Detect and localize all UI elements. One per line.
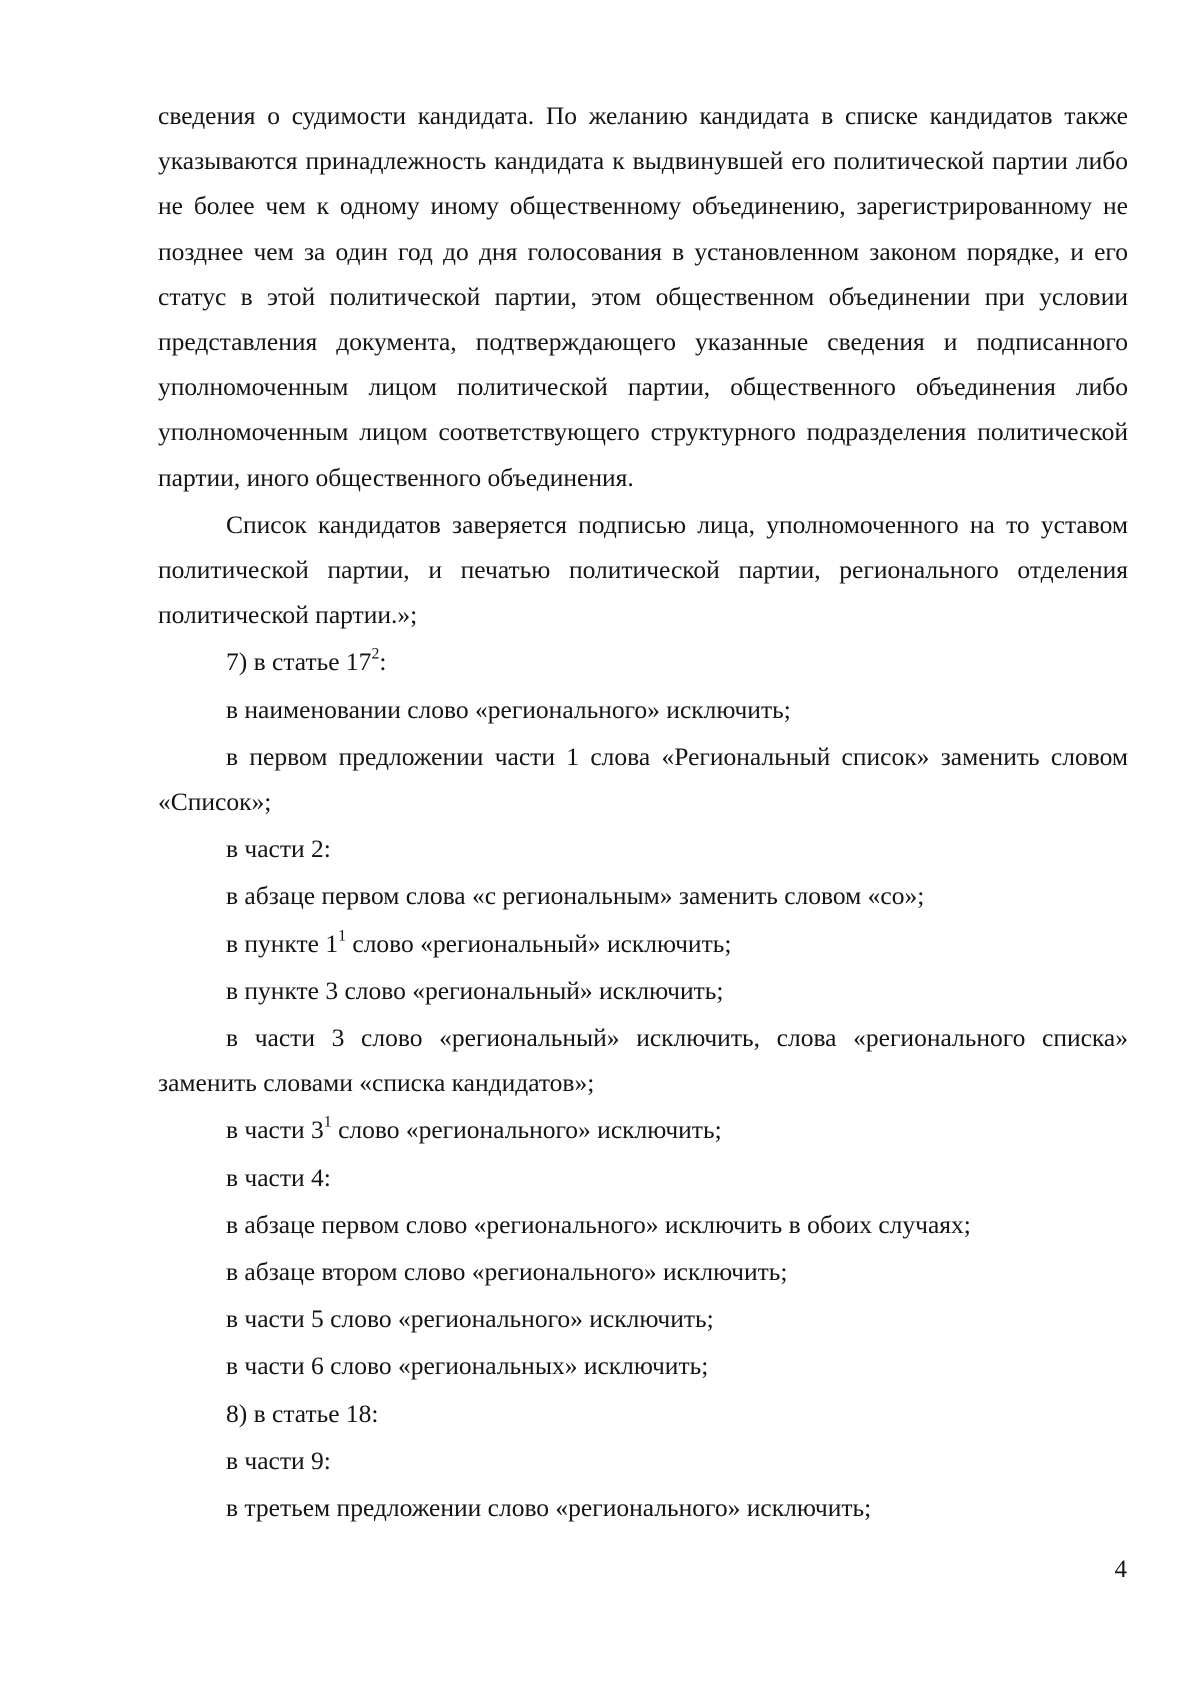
amendment-line: в части 5 слово «регионального» исключить; bbox=[226, 1304, 714, 1334]
paragraph-candidate-info: сведения о судимости кандидата. По желанию кандидата в списке кандидатов также указываются принадлежность кандидата к выдвинувшей его политической партии либо не более чем к одному иному общественному объединению, зарегистрированному не позднее чем за один год до дня голосования в установленном законом порядке, и его статус в этой политической партии, этом общественном объединении при условии представления документа, подтверждающего указанные сведения и подписанного уполномоченным лицом политической партии, общественного объединения либо уполномоченным лицом соответствующего структурного подразделения политической партии, иного общественного объединения. bbox=[158, 101, 1128, 492]
document-body bbox=[158, 93, 1128, 1530]
amendment-line: в абзаце первом слова «с региональным» заменить словом «со»; bbox=[226, 881, 925, 911]
amendment-subheading: в части 2: bbox=[226, 834, 331, 864]
amendment-line: в части $3^1$ слово «регионального» исключить; bbox=[226, 1114, 722, 1145]
amendment-line: в абзаце втором слово «регионального» исключить; bbox=[226, 1257, 788, 1287]
amendment-line: в третьем предложении слово «регионального» исключить; bbox=[226, 1493, 872, 1523]
amendment-line: в пункте 3 слово «региональный» исключить; bbox=[226, 975, 724, 1005]
amendment-line: в части 6 слово «региональных» исключить; bbox=[226, 1351, 709, 1381]
page-number: 4 bbox=[1114, 1556, 1127, 1583]
amendment-line: в наименовании слово «регионального» исключить; bbox=[226, 694, 791, 724]
amendment-line: в пункте $1^1$ слово «региональный» исключить; bbox=[226, 927, 732, 958]
amendment-subheading: в части 4: bbox=[226, 1162, 331, 1192]
amendment-line: в части 3 слово «региональный» исключить, слова «регионального списка» заменить словами «списка кандидатов»; bbox=[158, 1023, 1128, 1098]
item-7-heading: 7) в статье $17^2$: bbox=[226, 646, 387, 677]
paragraph-list-certification: Список кандидатов заверяется подписью лица, уполномоченного на то уставом политической партии, и печатью политической партии, регионального отделения политической партии.»; bbox=[158, 509, 1128, 630]
amendment-line: в первом предложении части 1 слова «Региональный список» заменить словом «Список»; bbox=[158, 741, 1128, 817]
amendment-subheading: в части 9: bbox=[226, 1445, 331, 1475]
item-8-heading: 8) в статье 18: bbox=[226, 1398, 379, 1428]
amendment-line: в абзаце первом слово «регионального» исключить в обоих случаях; bbox=[226, 1209, 971, 1239]
